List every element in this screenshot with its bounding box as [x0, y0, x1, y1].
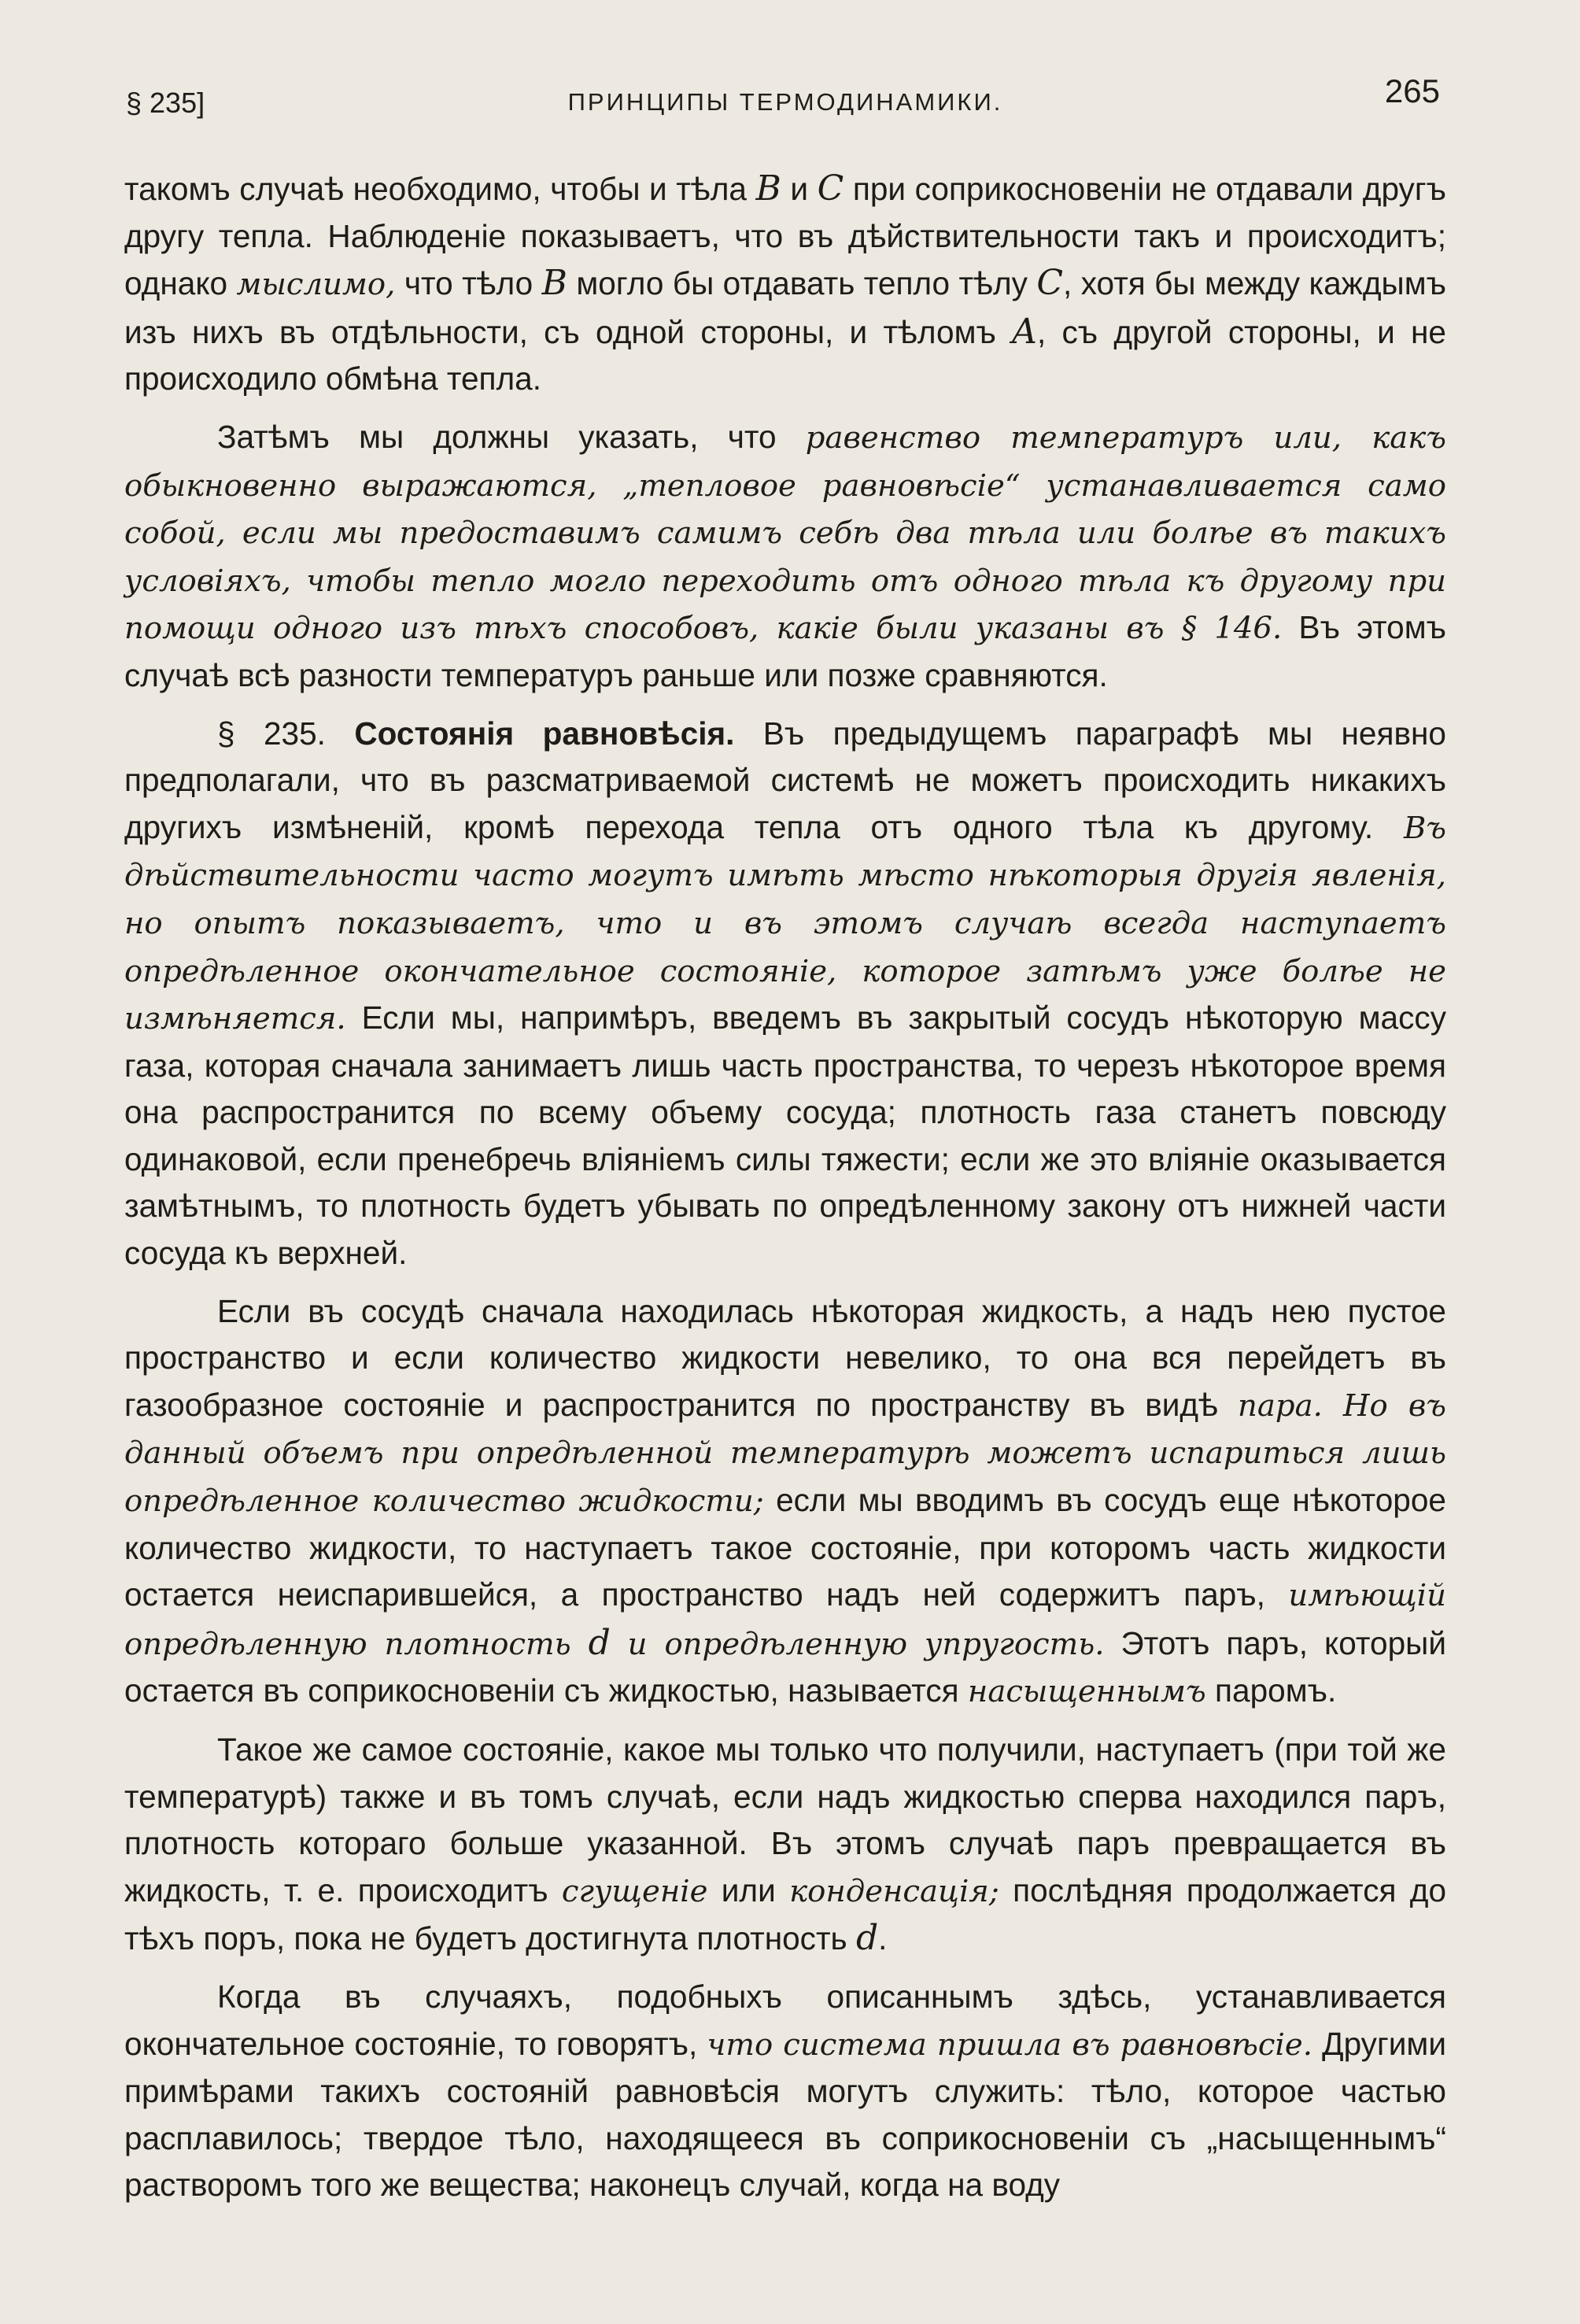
- italic-run: насыщеннымъ: [967, 1674, 1206, 1710]
- paragraph: [124, 1727, 1446, 1963]
- variable-symbol: A: [1012, 311, 1037, 352]
- variable-symbol: C: [1036, 263, 1064, 304]
- text-run: Этотъ паръ, который остается въ соприкосновеніи съ жидкостью, называется: [124, 1624, 1446, 1709]
- text-run: такомъ случаѣ необходимо, чтобы и тѣла: [124, 171, 756, 207]
- paragraph: [124, 1974, 1446, 2209]
- italic-run: что система пришла въ равновѣсіе.: [707, 2027, 1312, 2063]
- paragraph: [124, 165, 1446, 403]
- italic-run: имѣющій опредѣленную плотность: [124, 1578, 1446, 1662]
- body-text: [124, 165, 1446, 2209]
- italic-run: и опредѣленную упругость.: [610, 1626, 1105, 1662]
- bold-heading: Состоянія равновѣсія.: [354, 715, 735, 752]
- text-run: .: [878, 1920, 888, 1957]
- text-run: Если мы, напримѣръ, введемъ въ закрытый сосудъ нѣкоторую массу газа, которая сначала занимаетъ лишь часть пространства, то черезъ нѣкоторое время она распространится по всему объему сосуда; плотность газа станетъ повсюду одинаковой, если пренебречь вліяніемъ силы тяжести; если же это вліяніе оказывается замѣтнымъ, то плотность будетъ убывать по опредѣленному закону отъ нижней части сосуда къ верхней.: [124, 999, 1446, 1272]
- text-run: Другими примѣрами такихъ состояній равновѣсія могутъ служить: тѣло, которое частью расплавилось; твердое тѣло, находящееся въ соприкосновеніи съ „насыщеннымъ“ растворомъ того же вещества; наконецъ случай, когда на воду: [124, 2025, 1446, 2204]
- text-run: паромъ.: [1205, 1672, 1337, 1709]
- variable-symbol: d: [855, 1918, 879, 1959]
- italic-run: пара. Но въ данный объемъ при опредѣленной температурѣ можетъ испариться лишь опредѣленное количество жидкости;: [124, 1387, 1446, 1520]
- page-number: 265: [1384, 72, 1440, 109]
- variable-symbol: C: [817, 168, 844, 209]
- text-run: Въ этомъ случаѣ всѣ разности температуръ раньше или позже сравняются.: [124, 609, 1446, 693]
- text-run: или: [707, 1871, 790, 1908]
- text-run: , съ другой стороны, и не происходило обмѣна тепла.: [124, 313, 1446, 397]
- section-reference: § 235]: [126, 87, 205, 119]
- text-run: могло бы отдавать тепло тѣлу: [567, 265, 1037, 302]
- variable-symbol: B: [541, 263, 567, 304]
- text-run: Затѣмъ мы должны указать, что: [217, 418, 806, 455]
- variable-symbol: d: [588, 1622, 611, 1663]
- text-run: , хотя бы между каждымъ изъ нихъ въ отдѣльности, съ одной стороны, и тѣломъ: [124, 265, 1446, 350]
- running-title: ПРИНЦИПЫ ТЕРМОДИНАМИКИ.: [567, 88, 1003, 116]
- italic-run: равенство температуръ или, какъ обыкновенно выражаются, „тепловое равновѣсіе“ устанавливается само собой, если мы предоставимъ самимъ себѣ два тѣла или болѣе въ такихъ условіяхъ, чтобы тепло могло переходить отъ одного тѣла къ другому при помощи одного изъ тѣхъ способовъ, какіе были указаны въ § 146.: [124, 419, 1446, 647]
- text-run: если мы вводимъ въ сосудъ еще нѣкоторое количество жидкости, то наступаетъ такое состояніе, при которомъ часть жидкости остается неиспарившейся, а пространство надъ ней содержитъ паръ,: [124, 1482, 1446, 1613]
- text-run: Такое же самое состояніе, какое мы только что получили, наступаетъ (при той же температурѣ) также и въ томъ случаѣ, если надъ жидкостью сперва находился паръ, плотность котораго больше указанной. Въ этомъ случаѣ паръ превращается въ жидкость, т. е. происходитъ: [124, 1731, 1446, 1908]
- text-run: Когда въ случаяхъ, подобныхъ описаннымъ здѣсь, устанавливается окончательное состояніе, то говорятъ,: [124, 1978, 1446, 2062]
- text-run: и: [781, 171, 818, 207]
- paragraph: [124, 1288, 1446, 1716]
- italic-run: мыслимо,: [236, 267, 396, 303]
- italic-run: сгущеніе: [561, 1873, 708, 1909]
- text-run: послѣдняя продолжается до тѣхъ поръ, пока не будетъ достигнута плотность: [124, 1871, 1447, 1957]
- text-run: что тѣло: [395, 265, 542, 302]
- paragraph: [124, 414, 1446, 700]
- paragraph: [124, 711, 1446, 1277]
- text-run: § 235.: [217, 715, 355, 752]
- running-header: [126, 72, 1445, 120]
- text-run: Если въ сосудѣ сначала находилась нѣкоторая жидкость, а надъ нею пустое пространство и если количество жидкости невелико, то она вся перейдетъ въ газообразное состояніе и распространится по пространству въ видѣ: [124, 1292, 1446, 1423]
- variable-symbol: B: [755, 168, 781, 209]
- text-run: Въ предыдущемъ параграфѣ мы неявно предполагали, что въ разсматриваемой системѣ не можетъ происходить никакихъ другихъ измѣненій, кромѣ перехода тепла отъ одного тѣла къ другому.: [124, 715, 1446, 845]
- italic-run: конденсація;: [789, 1873, 999, 1909]
- text-run: при соприкосновеніи не отдавали другъ другу тепла. Наблюденіе показываетъ, что въ дѣйствительности такъ и происходитъ; однако: [124, 171, 1447, 302]
- italic-run: Въ дѣйствительности часто могутъ имѣть мѣсто нѣкоторыя другія явленія, но опытъ показываетъ, что и въ этомъ случаѣ всегда наступаетъ опредѣленное окончательное состояніе, которое затѣмъ уже болѣе не измѣняется.: [124, 810, 1446, 1037]
